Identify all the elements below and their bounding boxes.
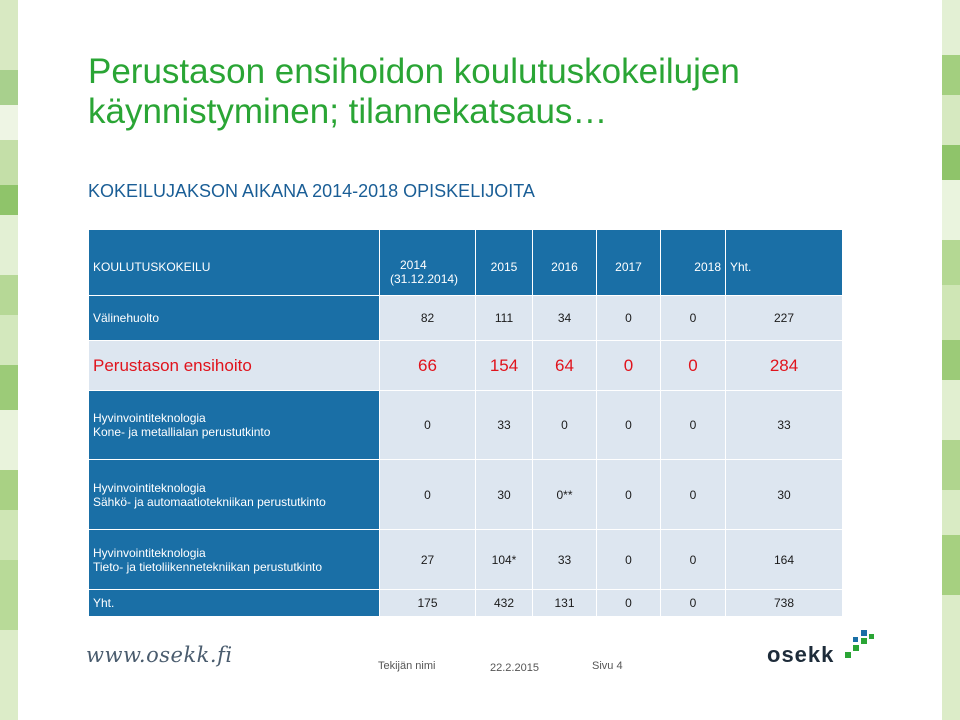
cell-2014: 27 — [380, 530, 476, 590]
cell-2017: 0 — [597, 391, 661, 460]
cell-2018: 0 — [661, 460, 726, 530]
table-row — [89, 341, 843, 391]
left-decorative-stripe — [0, 0, 18, 720]
slide-title — [88, 52, 888, 132]
row-label-line-2: Tieto- ja tietoliikennetekniikan perustutkinto — [93, 559, 323, 574]
cell-total: 227 — [726, 296, 843, 341]
cell-2017: 0 — [597, 341, 661, 391]
cell-2015: 432 — [476, 590, 533, 617]
cell-2014: 0 — [380, 460, 476, 530]
cell-2018: 0 — [661, 530, 726, 590]
table-row — [89, 460, 843, 530]
cell-2016: 0 — [533, 391, 597, 460]
row-label-line-1: Hyvinvointiteknologia — [93, 480, 206, 495]
cell-total: 284 — [726, 341, 843, 391]
website-logo: www.osekk.fi — [86, 643, 233, 667]
row-label — [89, 530, 380, 590]
row-label-line-2: Sähkö- ja automaatiotekniikan perustutkinto — [93, 494, 326, 509]
slide-title-line-2: käynnistyminen; tilannekatsaus… — [88, 92, 608, 131]
cell-2015: 104* — [476, 530, 533, 590]
cell-2016: 34 — [533, 296, 597, 341]
table-header-row — [89, 230, 843, 296]
cell-2016: 33 — [533, 530, 597, 590]
cell-2016: 131 — [533, 590, 597, 617]
header-2014-year: 2014 — [400, 258, 427, 272]
table-total-row — [89, 590, 843, 617]
cell-2016: 64 — [533, 341, 597, 391]
row-label-line-2: Kone- ja metallialan perustutkinto — [93, 425, 271, 439]
student-count-table — [88, 229, 843, 617]
slide-subtitle: KOKEILUJAKSON AIKANA 2014-2018 OPISKELIJOITA — [88, 181, 535, 201]
header-2018: 2018 — [661, 230, 726, 296]
right-decorative-stripe — [942, 0, 960, 720]
table-row — [89, 391, 843, 460]
cell-2015: 33 — [476, 391, 533, 460]
slide-title-line-1: Perustason ensihoidon koulutuskokeilujen — [88, 52, 740, 91]
cell-2017: 0 — [597, 296, 661, 341]
row-label: Välinehuolto — [89, 296, 380, 341]
row-label-line-1: Hyvinvointiteknologia — [93, 545, 206, 560]
cell-2018: 0 — [661, 391, 726, 460]
footer-author: Tekijän nimi — [378, 660, 436, 672]
header-2017: 2017 — [597, 230, 661, 296]
cell-2015: 154 — [476, 341, 533, 391]
footer-date: 22.2.2015 — [490, 662, 539, 674]
cell-total: 30 — [726, 460, 843, 530]
row-label — [89, 391, 380, 460]
row-label: Yht. — [89, 590, 380, 617]
cell-2017: 0 — [597, 530, 661, 590]
cell-2016: 0** — [533, 460, 597, 530]
header-label: KOULUTUSKOKEILU — [89, 230, 380, 296]
row-label-line-1: Hyvinvointiteknologia — [93, 411, 206, 425]
footer-page-number: Sivu 4 — [592, 660, 623, 672]
header-total: Yht. — [726, 230, 843, 296]
cell-2014: 0 — [380, 391, 476, 460]
cell-2018: 0 — [661, 590, 726, 617]
table-row — [89, 530, 843, 590]
cell-2017: 0 — [597, 590, 661, 617]
header-2015: 2015 — [476, 230, 533, 296]
cell-2015: 111 — [476, 296, 533, 341]
brand-logo: osekk — [767, 642, 835, 667]
cell-total: 164 — [726, 530, 843, 590]
table-row — [89, 296, 843, 341]
cell-2018: 0 — [661, 296, 726, 341]
cell-2014: 66 — [380, 341, 476, 391]
cell-2014: 82 — [380, 296, 476, 341]
row-label: Perustason ensihoito — [89, 341, 380, 391]
cell-2014: 175 — [380, 590, 476, 617]
cell-2017: 0 — [597, 460, 661, 530]
row-label — [89, 460, 380, 530]
cell-total: 738 — [726, 590, 843, 617]
cell-2015: 30 — [476, 460, 533, 530]
header-2014 — [380, 230, 476, 296]
header-2014-date: (31.12.2014) — [390, 272, 459, 286]
cell-2018: 0 — [661, 341, 726, 391]
header-2016: 2016 — [533, 230, 597, 296]
cell-total: 33 — [726, 391, 843, 460]
